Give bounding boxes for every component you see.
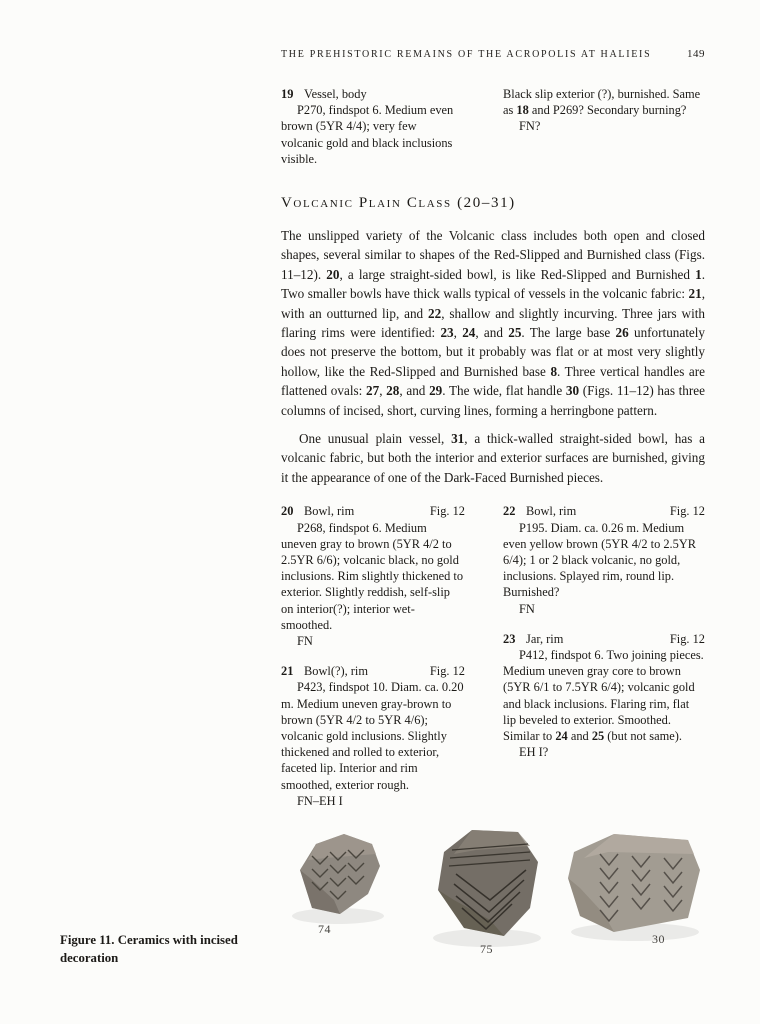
entry-20-number: 20 bbox=[281, 504, 294, 519]
entry-23-figure-ref: Fig. 12 bbox=[669, 631, 705, 646]
entry-22-heading bbox=[503, 503, 705, 519]
figure-11-photo bbox=[278, 818, 720, 978]
entry-22-number: 22 bbox=[503, 504, 516, 519]
entry-23-heading bbox=[503, 631, 705, 647]
entry-19-left-column bbox=[281, 86, 461, 167]
catalog-entry-21 bbox=[281, 663, 465, 809]
entry-22-figure-ref: Fig. 12 bbox=[669, 504, 705, 519]
entry-19-title: Vessel, body bbox=[304, 87, 367, 101]
entry-21-heading bbox=[281, 663, 465, 679]
catalog-entry-20 bbox=[281, 503, 465, 649]
entry-22-title: Bowl, rim bbox=[526, 504, 577, 519]
running-header bbox=[281, 48, 705, 61]
catalog-entries bbox=[281, 503, 705, 809]
sherd-label-74: 74 bbox=[318, 922, 331, 936]
entry-19-right-column bbox=[503, 86, 705, 167]
entry-20-title: Bowl, rim bbox=[304, 504, 355, 519]
sherd-label-30: 30 bbox=[652, 932, 665, 946]
figure-caption: Figure 11. Ceramics with incised decoration bbox=[60, 933, 238, 965]
main-column bbox=[281, 48, 705, 809]
entry-22-body: P195. Diam. ca. 0.26 m. Medium even yellow brown (5YR 4/2 to 2.5YR 6/4); 1 or 2 black volcanic, no gold, inclusions. Splayed rim, round lip. Burnished? bbox=[503, 520, 697, 600]
body-paragraph-1: The unslipped variety of the Volcanic class includes both open and closed shapes, several similar to shapes of the Red-Slipped and Burnished class (Figs. 11–12). 20, a large straight-sided bowl, is like Red-Slipped and Burnished 1. Two smaller bowls have thick walls typical of vessels in the volcanic fabric: 21, with an outturned lip, and 22, shallow and slightly incurving. Three jars with flaring rims were identified: 23, 24, and 25. The large base 26 unfortunately does not preserve the bottom, but it probably was flat or at most very slightly hollow, like the Red-Slipped and Burnished base 8. Three vertical handles are flattened ovals: 27, 28, and 29. The wide, flat handle 30 (Figs. 11–12) has three columns of incised, short, curving lines, forming a herringbone pattern. bbox=[281, 228, 706, 418]
entry-19-date: FN? bbox=[519, 119, 541, 134]
entry-22-date: FN bbox=[519, 601, 535, 616]
sherd-label-75: 75 bbox=[480, 942, 493, 956]
entry-21-figure-ref: Fig. 12 bbox=[429, 664, 465, 679]
catalog-entry-19 bbox=[281, 86, 705, 167]
entry-19-heading bbox=[281, 86, 461, 102]
entry-19-body-continued: Black slip exterior (?), burnished. Same as 18 and P269? Secondary burning? bbox=[503, 87, 701, 118]
entry-19-body: P270, findspot 6. Medium even brown (5YR 4/4); very few volcanic gold and black inclusions visible. bbox=[281, 103, 454, 166]
entry-21-date: FN–EH I bbox=[297, 793, 343, 808]
entry-23-number: 23 bbox=[503, 631, 516, 646]
entry-21-body: P423, findspot 10. Diam. ca. 0.20 m. Medium uneven gray-brown to brown (5YR 4/2 to 5YR 4/6); volcanic gold inclusions. Slightly thickened and rolled to exterior, faceted lip. Interior and rim smoothed, exterior rough. bbox=[281, 680, 464, 792]
catalog-entry-22 bbox=[503, 503, 705, 616]
entry-20-figure-ref: Fig. 12 bbox=[429, 504, 465, 519]
entry-21-title: Bowl(?), rim bbox=[304, 664, 369, 679]
catalog-entry-23 bbox=[503, 631, 705, 761]
entry-19-number: 19 bbox=[281, 87, 294, 101]
section-heading: Volcanic Plain Class (20–31) bbox=[281, 195, 516, 212]
entry-20-body: P268, findspot 6. Medium uneven gray to brown (5YR 4/2 to 2.5YR 6/6); volcanic black, no gold inclusions. Rim slightly thickened to exterior. Slightly reddish, self-slip on interior(?); interior wet-smoothed. bbox=[281, 520, 464, 632]
running-title: THE PREHISTORIC REMAINS OF THE ACROPOLIS AT HALIEIS bbox=[281, 49, 652, 60]
entry-23-title: Jar, rim bbox=[526, 631, 564, 646]
entry-23-date: EH I? bbox=[519, 745, 549, 760]
sherd-75 bbox=[438, 830, 538, 936]
entry-20-date: FN bbox=[297, 633, 313, 648]
entry-23-body: P412, findspot 6. Two joining pieces. Medium uneven gray core to brown (5YR 6/1 to 7.5YR 6/4); volcanic gold and black inclusions. Flaring rim, flat lip beveled to exterior. Smoothed. Similar to 24 and 25 (but not same). bbox=[503, 647, 704, 743]
entry-20-heading bbox=[281, 503, 465, 519]
ceramics-photo-illustration bbox=[278, 818, 720, 978]
sherd-30 bbox=[568, 834, 700, 932]
sherd-74 bbox=[300, 834, 380, 914]
entry-21-number: 21 bbox=[281, 664, 294, 679]
catalog-right-column bbox=[503, 503, 705, 809]
page-number: 149 bbox=[687, 48, 705, 60]
catalog-left-column bbox=[281, 503, 465, 809]
body-paragraph-2: One unusual plain vessel, 31, a thick-walled straight-sided bowl, has a volcanic fabric, but both the interior and exterior surfaces are burnished, giving it the appearance of one of the Dark-Faced Burnished pieces. bbox=[281, 431, 705, 485]
